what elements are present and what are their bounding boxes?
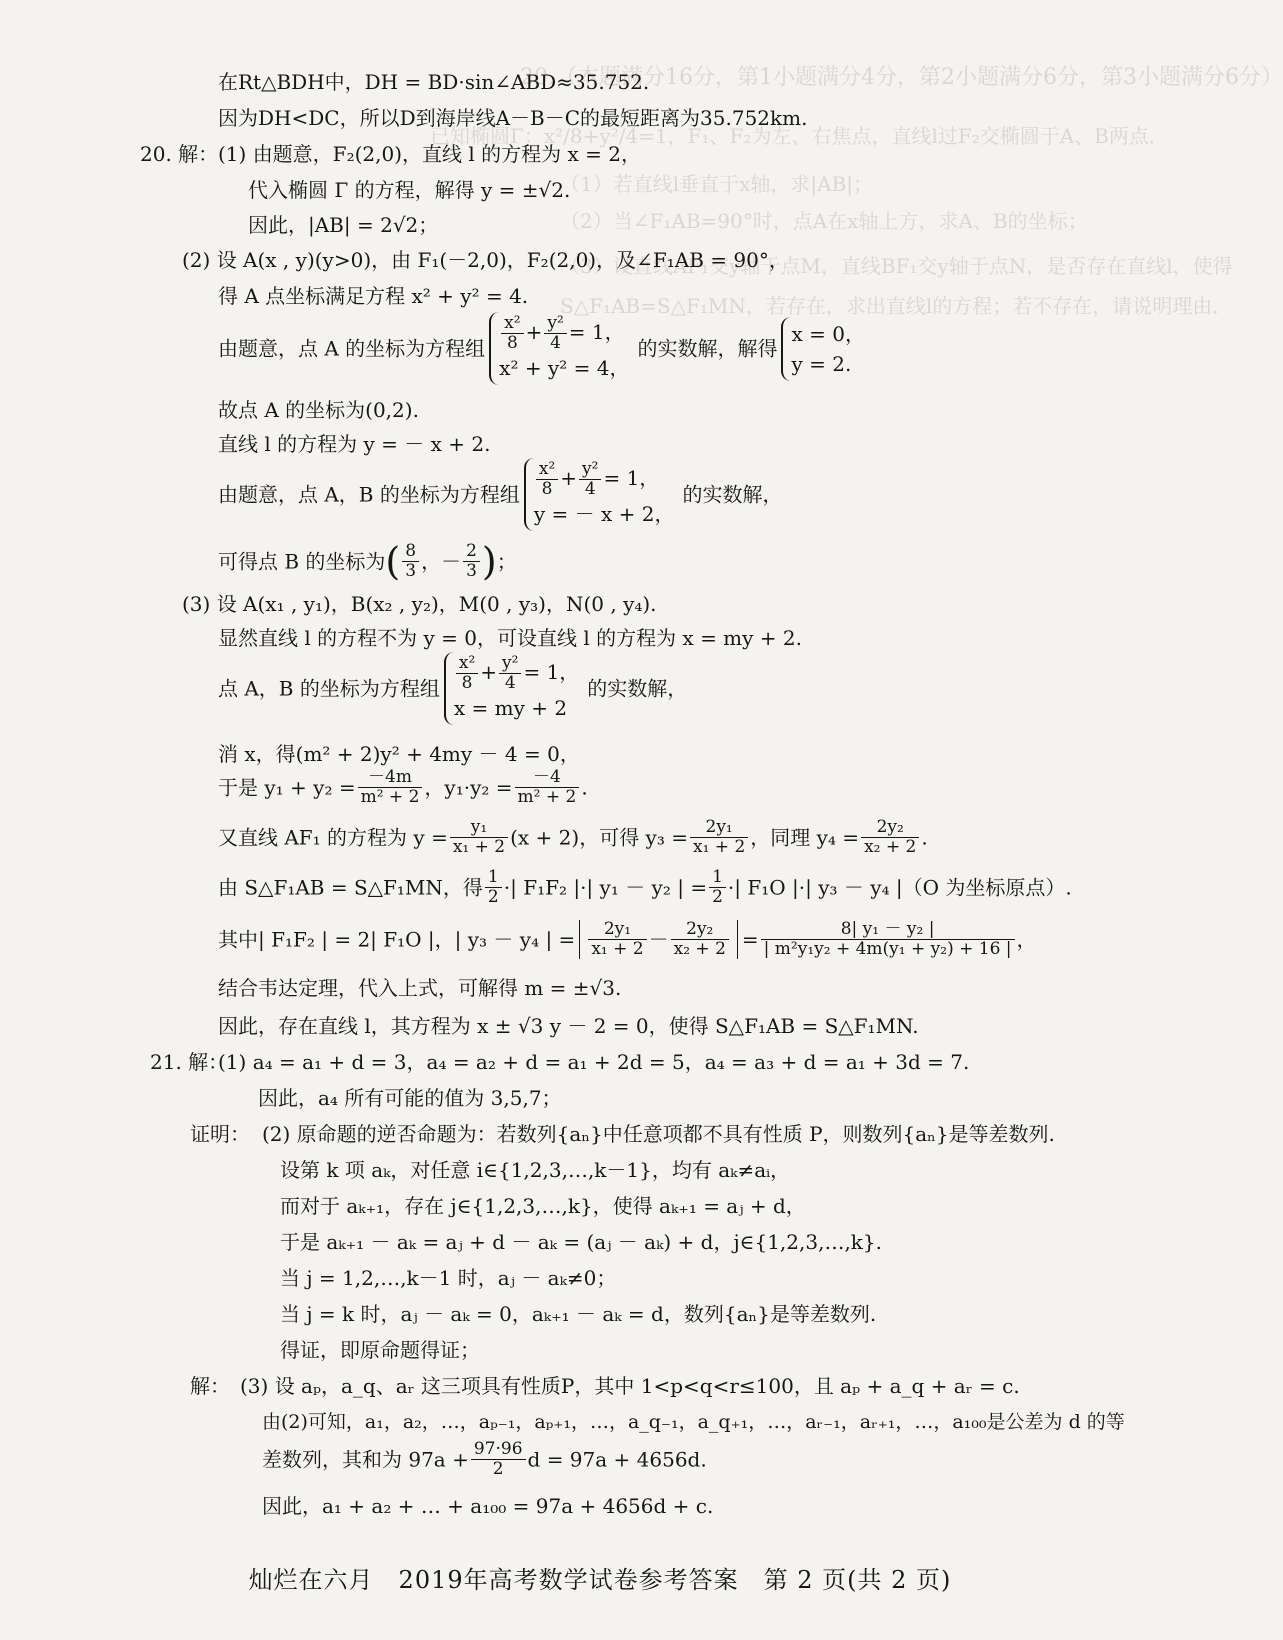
- fraction: $\frac{-4m}{\text{m² + 2}}$: [358, 768, 423, 807]
- fraction: $\frac{\text{y²}}{4}$: [499, 654, 521, 693]
- text-line: 当 j = k 时，aⱼ － aₖ = 0，aₖ₊₁ － aₖ = d，数列{aₙ}是等差数列.: [280, 1302, 877, 1326]
- text-line: 得证，即原命题得证；: [280, 1338, 480, 1362]
- text-line: 由 S△F₁AB = S△F₁MN，得 $\frac{1}{2}$ ·| F₁F₂ |·| y₁ － y₂ | = $\frac{1}{2}$ ·| F₁O |·| y₃ － y₄ |（O 为坐标原点）.: [218, 867, 1072, 907]
- fraction: $\frac{-4}{\text{m² + 2}}$: [515, 768, 580, 807]
- text-line: 而对于 aₖ₊₁，存在 j∈{1,2,3,…,k}，使得 aₖ₊₁ = aⱼ + d，: [280, 1194, 806, 1218]
- text-line: 因此，a₄ 所有可能的值为 3,5,7；: [258, 1086, 562, 1110]
- text-span: 的实数解，解得: [637, 336, 778, 361]
- text-line: 因此，存在直线 l，其方程为 x ± √3 y － 2 = 0，使得 S△F₁AB = S△F₁MN.: [218, 1014, 919, 1038]
- text-span: 的实数解，: [682, 482, 783, 507]
- text-line: 设第 k 项 aₖ，对任意 i∈{1,2,3,…,k－1}，均有 aₖ≠aᵢ，: [280, 1158, 791, 1182]
- bleed-through-line: 已知椭圆Γ：x²/8+y²/4=1，F₁、F₂为左、右焦点，直线l过F₂交椭圆于A、B两点．: [430, 124, 1169, 148]
- fraction: $\frac{\text{x²}}{8}$: [456, 654, 478, 693]
- fraction: $\frac{1}{2}$: [485, 868, 502, 907]
- text-line: 可得点 B 的坐标为( $\frac{8}{3}$ ，－ $\frac{2}{3}$ )；: [218, 539, 517, 584]
- text-line: 由(2)可知，a₁，a₂，…，aₚ₋₁，aₚ₊₁，…，a_q₋₁，a_q₊₁，…，aᵣ₋₁，aᵣ₊₁，…，a₁₀₀是公差为 d 的等: [262, 1411, 1125, 1433]
- text-span: 由题意，点 A，B 的坐标为方程组: [218, 482, 520, 507]
- text-line: (2) 原命题的逆否命题为：若数列{aₙ}中任意项都不具有性质 P，则数列{aₙ}是等差数列.: [262, 1122, 1055, 1146]
- solution-system: x = 0， y = 2.: [781, 317, 868, 381]
- text-line: 差数列，其和为 97a + $\frac{97\cdot 96}{2}$ d = 97a + 4656d.: [262, 1439, 707, 1479]
- text-line: 又直线 AF₁ 的方程为 y = $\frac{\text{y₁}}{\text{x₁ + 2}}$ (x + 2)，可得 y₃ = $\frac{\text{2y₁}}{\text{x₁ + 2}}$ ，同理 y₄ = $\frac{\text{2y₂}}{\text{x₂ + 2}}$ .: [218, 817, 928, 857]
- text-line: 结合韦达定理，代入上式，可解得 m = ±√3.: [218, 976, 622, 1000]
- text-line: 显然直线 l 的方程不为 y = 0，可设直线 l 的方程为 x = my + 2.: [218, 626, 803, 650]
- bleed-through-line: 20.（本题满分16分，第1小题满分4分，第2小题满分6分，第3小题满分6分）: [520, 65, 1283, 90]
- text-line: (3) 设 aₚ，a_q、aᵣ 这三项具有性质P，其中 1<p<q<r≤100，且 aₚ + a_q + aᵣ = c.: [240, 1374, 1020, 1398]
- text-line: 得 A 点坐标满足方程 x² + y² = 4.: [218, 284, 529, 308]
- fraction: $\frac{97\cdot 96}{2}$: [471, 1440, 526, 1479]
- question-label: 20. 解：: [140, 142, 219, 166]
- text-line: 当 j = 1,2,…,k－1 时，aⱼ － aₖ≠0；: [280, 1266, 617, 1290]
- equation-system-line: [218, 458, 782, 531]
- text-line: 于是 aₖ₊₁ － aₖ = aⱼ + d － aₖ = (aⱼ － aₖ) + d，j∈{1,2,3,…,k}.: [280, 1230, 883, 1254]
- fraction: $\frac{\text{2y₂}}{\text{x₂ + 2}}$: [861, 818, 919, 857]
- equation-system-line: [218, 312, 873, 385]
- text-line: (3) 设 A(x₁ , y₁)，B(x₂ , y₂)，M(0 , y₃)，N(0 , y₄).: [182, 592, 657, 616]
- text-span: 点 A，B 的坐标为方程组: [218, 676, 440, 701]
- equation-system-line: [218, 652, 687, 725]
- fraction: $\frac{2}{3}$: [463, 542, 480, 581]
- text-line: 因此，|AB| = 2√2；: [248, 213, 439, 237]
- text-line: 消 x，得(m² + 2)y² + 4my － 4 = 0，: [218, 742, 580, 766]
- text-line: (1) 由题意，F₂(2,0)，直线 l 的方程为 x = 2，: [218, 142, 641, 166]
- equation-system: $\frac{\text{x²}}{8}$ + $\frac{\text{y²}}{4}$ = 1， x = my + 2: [444, 652, 583, 725]
- fraction: $\frac{\text{2y₁}}{\text{x₁ + 2}}$: [690, 818, 748, 857]
- text-line: 故点 A 的坐标为(0,2).: [218, 398, 419, 422]
- fraction: $\frac{\text{y₁}}{\text{x₁ + 2}}$: [450, 818, 508, 857]
- fraction: $\frac{\text{y²}}{4}$: [544, 314, 566, 353]
- fraction: $\frac{\text{2y₁}}{\text{x₁ + 2}}$: [588, 920, 646, 959]
- text-line: 其中| F₁F₂ | = 2| F₁O |，| y₃ － y₄ | = $\frac{\text{2y₁}}{\text{x₁ + 2}}$ － $\frac{\text{2y₂}}{\text{x₂ + 2}}$ = $\frac{\text{8| y₁ － y₂ |}}{\text{| m²y₁y₂ + 4m(y₁ + y₂) + 16 |}}$ ，: [218, 919, 1037, 959]
- proof-label: 证明：: [190, 1122, 250, 1146]
- fraction: $\frac{1}{2}$: [709, 868, 726, 907]
- text-line: (1) a₄ = a₁ + d = 3，a₄ = a₂ + d = a₁ + 2d = 5，a₄ = a₃ + d = a₁ + 3d = 7.: [218, 1050, 970, 1074]
- solution-label: 解：: [190, 1374, 230, 1398]
- equation-system: $\frac{\text{x²}}{8}$ + $\frac{\text{y²}}{4}$ = 1， y = － x + 2，: [524, 458, 679, 531]
- equation-system: $\frac{\text{x²}}{8}$ + $\frac{\text{y²}}{4}$ = 1， x² + y² = 4，: [489, 312, 633, 385]
- text-line: 因此，a₁ + a₂ + … + a₁₀₀ = 97a + 4656d + c.: [262, 1494, 714, 1518]
- fraction: $\frac{\text{8| y₁ － y₂ |}}{\text{| m²y₁y₂ + 4m(y₁ + y₂) + 16 |}}$: [761, 920, 1015, 959]
- text-span: 由题意，点 A 的坐标为方程组: [218, 336, 486, 361]
- text-line: 于是 y₁ + y₂ = $\frac{-4m}{\text{m² + 2}}$ ，y₁·y₂ = $\frac{-4}{\text{m² + 2}}$ .: [218, 767, 588, 807]
- bleed-through-line: （1）若直线l垂直于x轴，求|AB|；: [560, 172, 874, 196]
- text-line: 在Rt△BDH中，DH = BD·sin∠ABD≈35.752.: [218, 70, 650, 94]
- fraction: $\frac{\text{2y₂}}{\text{x₂ + 2}}$: [671, 920, 729, 959]
- bleed-through-line: S△F₁AB=S△F₁MN，若存在，求出直线l的方程；若不存在，请说明理由．: [560, 294, 1233, 318]
- text-line: 直线 l 的方程为 y = － x + 2.: [218, 432, 491, 456]
- bleed-through-line: （3）设直线AF₁交y轴于点M，直线BF₁交y轴于点N，是否存在直线l，使得: [560, 254, 1233, 278]
- fraction: $\frac{8}{3}$: [402, 542, 419, 581]
- text-line: 因为DH<DC，所以D到海岸线A－B－C的最短距离为35.752km.: [218, 106, 808, 130]
- page-footer: 灿烂在六月 2019年高考数学试卷参考答案 第 2 页(共 2 页): [248, 1566, 952, 1594]
- fraction: $\frac{\text{y²}}{4}$: [579, 460, 601, 499]
- fraction: $\frac{\text{x²}}{8}$: [501, 314, 523, 353]
- fraction: $\frac{\text{x²}}{8}$: [536, 460, 558, 499]
- text-line: (2) 设 A(x , y)(y>0)，由 F₁(－2,0)，F₂(2,0)，及∠F₁AB = 90°，: [182, 248, 789, 272]
- question-label: 21. 解：: [150, 1050, 229, 1074]
- absolute-value: $\frac{\text{2y₁}}{\text{x₁ + 2}}$ － $\frac{\text{2y₂}}{\text{x₂ + 2}}$: [579, 920, 738, 959]
- bleed-through-line: （2）当∠F₁AB=90°时，点A在x轴上方，求A、B的坐标；: [560, 209, 1088, 233]
- text-span: 的实数解，: [587, 676, 688, 701]
- text-line: 代入椭圆 Γ 的方程，解得 y = ±√2.: [248, 178, 571, 202]
